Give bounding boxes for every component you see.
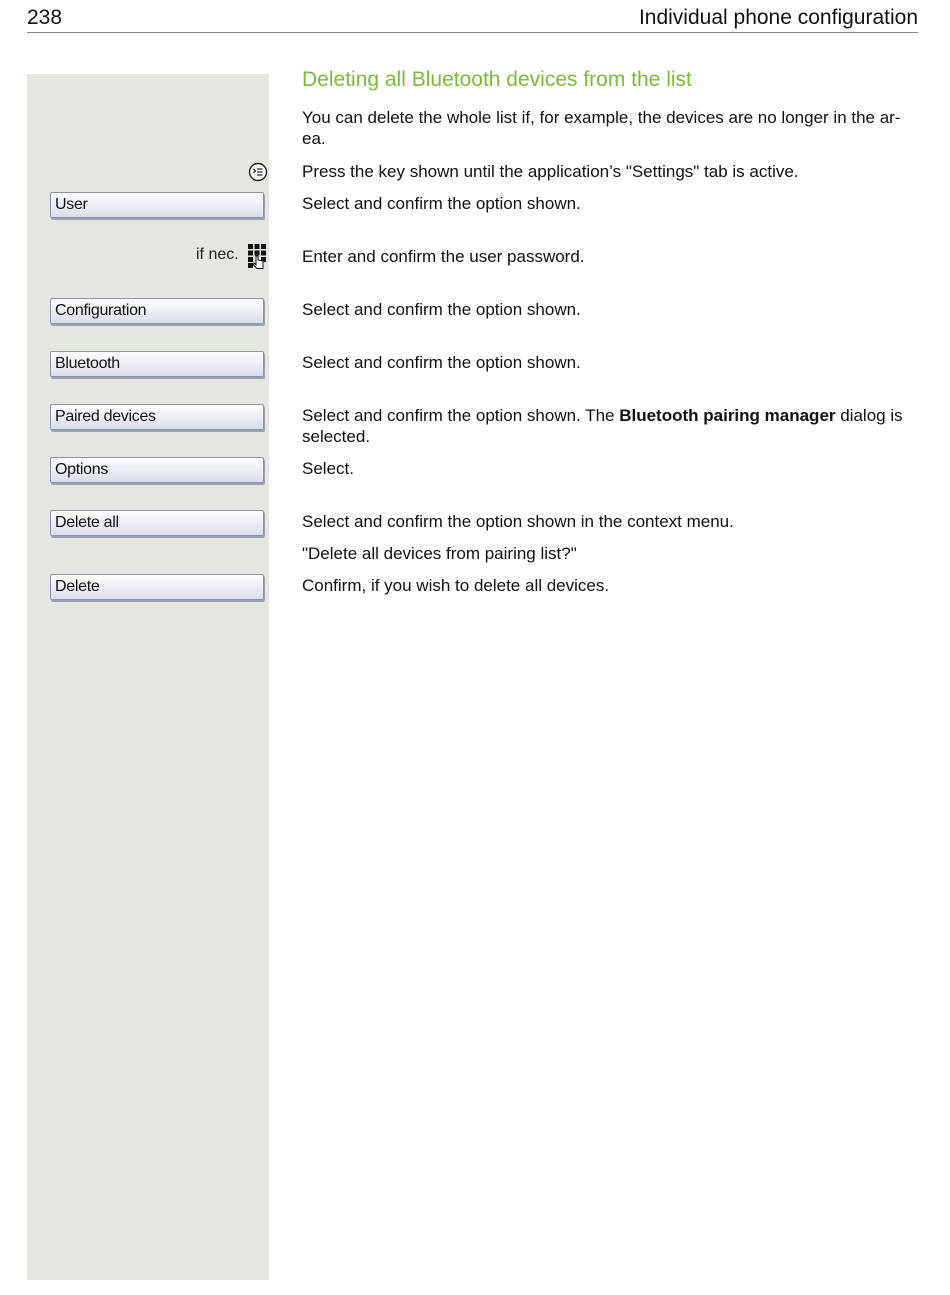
user-softkey[interactable]: User [50, 192, 264, 218]
confirmation-prompt: "Delete all devices from pairing list?" [302, 544, 577, 563]
step-paired-devices [302, 405, 922, 447]
configuration-softkey[interactable]: Configuration [50, 298, 264, 324]
intro-line-2: ea. [302, 129, 326, 148]
keypad-icon [247, 243, 267, 274]
page-number: 238 [27, 6, 63, 29]
bluetooth-pairing-manager-term: Bluetooth pairing manager [619, 406, 836, 425]
section-heading: Individual phone configuration [638, 6, 918, 29]
options-softkey[interactable]: Options [50, 457, 264, 483]
step-paired-line2: selected. [302, 427, 371, 446]
page-header [27, 4, 918, 33]
step-configuration: Select and confirm the option shown. [302, 300, 581, 319]
delete-softkey[interactable]: Delete [50, 574, 264, 600]
if-nec-label: if nec. [196, 246, 239, 263]
paired-devices-softkey[interactable]: Paired devices [50, 404, 264, 430]
settings-key-icon [248, 162, 268, 187]
section-title: Deleting all Bluetooth devices from the list [302, 68, 692, 91]
step-delete-all: Select and confirm the option shown in the context menu. [302, 512, 734, 531]
step-paired-post: dialog is [835, 406, 903, 425]
bluetooth-softkey[interactable]: Bluetooth [50, 351, 264, 377]
step-bluetooth: Select and confirm the option shown. [302, 353, 581, 372]
step-settings-key: Press the key shown until the application’s "Settings" tab is active. [302, 162, 799, 181]
step-delete: Confirm, if you wish to delete all devices. [302, 576, 610, 595]
step-paired-pre: Select and confirm the option shown. The [302, 406, 620, 425]
intro-line-1: You can delete the whole list if, for example, the devices are no longer in the ar- [302, 108, 901, 127]
step-options: Select. [302, 459, 354, 478]
step-password: Enter and confirm the user password. [302, 247, 585, 266]
intro-paragraph [302, 107, 922, 149]
step-user: Select and confirm the option shown. [302, 194, 581, 213]
delete-all-softkey[interactable]: Delete all [50, 510, 264, 536]
